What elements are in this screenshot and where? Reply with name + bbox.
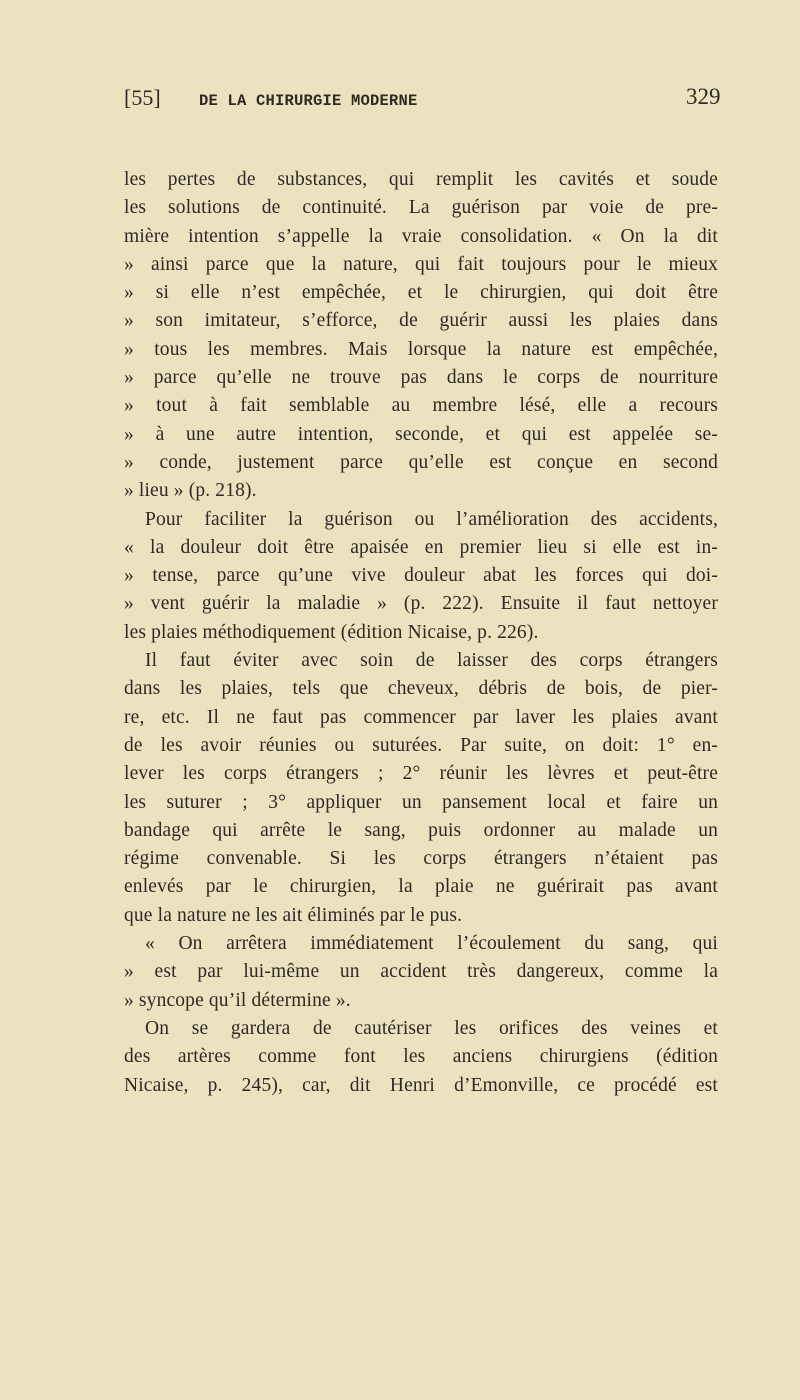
running-title: DE LA CHIRURGIE MODERNE [199,92,418,110]
text-line: » conde, justement parce qu’elle est conçue en second [124,451,718,473]
text-line: les suturer ; 3° appliquer un pansement local et faire un [124,791,718,813]
text-line: les solutions de continuité. La guérison par voie de pre- [124,197,718,219]
text-line: » si elle n’est empêchée, et le chirurgien, qui doit être [124,282,718,304]
text-line: que la nature ne les ait éliminés par le pus. [124,904,463,926]
text-line: On se gardera de cautériser les orifices des veines et [145,1017,718,1039]
text-line: bandage qui arrête le sang, puis ordonner au malade un [124,819,718,841]
text-line: » vent guérir la maladie » (p. 222). Ensuite il faut nettoyer [124,593,718,615]
text-line: Nicaise, p. 245), car, dit Henri d’Emonville, ce procédé est [124,1074,718,1096]
text-line: » son imitateur, s’efforce, de guérir aussi les plaies dans [124,310,718,332]
text-line: enlevés par le chirurgien, la plaie ne guérirait pas avant [124,876,718,898]
text-line: » ainsi parce que la nature, qui fait toujours pour le mieux [124,253,718,275]
text-line: » tous les membres. Mais lorsque la nature est empêchée, [124,338,718,360]
text-line: » tense, parce qu’une vive douleur abat les forces qui doi- [124,565,718,587]
text-line: des artères comme font les anciens chirurgiens (édition [124,1046,718,1068]
text-line: re, etc. Il ne faut pas commencer par laver les plaies avant [124,706,718,728]
text-line: dans les plaies, tels que cheveux, débris de bois, de pier- [124,678,718,700]
page-number: 329 [686,84,721,109]
text-line: » lieu » (p. 218). [124,480,257,502]
text-line: « On arrêtera immédiatement l’écoulement du sang, qui [145,933,718,955]
text-line: Pour faciliter la guérison ou l’amélioration des accidents, [145,508,718,530]
text-line: » à une autre intention, seconde, et qui est appelée se- [124,423,718,445]
text-line: lever les corps étrangers ; 2° réunir les lèvres et peut-être [124,763,718,785]
text-line: Il faut éviter avec soin de laisser des corps étrangers [145,650,718,672]
text-line: mière intention s’appelle la vraie consolidation. « On la dit [124,225,718,247]
text-line: » syncope qu’il détermine ». [124,989,351,1011]
text-line: » parce qu’elle ne trouve pas dans le corps de nourriture [124,367,718,389]
text-line: les pertes de substances, qui remplit les cavités et soude [124,169,718,190]
text-line: « la douleur doit être apaisée en premier lieu si elle est in- [124,536,718,558]
text-line: de les avoir réunies ou suturées. Par suite, on doit: 1° en- [124,734,718,756]
text-line: » est par lui-même un accident très dangereux, comme la [124,961,718,983]
folio-number: [55] [124,85,161,110]
text-line: régime convenable. Si les corps étrangers n’étaient pas [124,848,718,870]
text-line: les plaies méthodiquement (édition Nicaise, p. 226). [124,621,539,643]
body-text [124,166,718,1100]
text-line: » tout à fait semblable au membre lésé, elle a recours [124,395,718,417]
